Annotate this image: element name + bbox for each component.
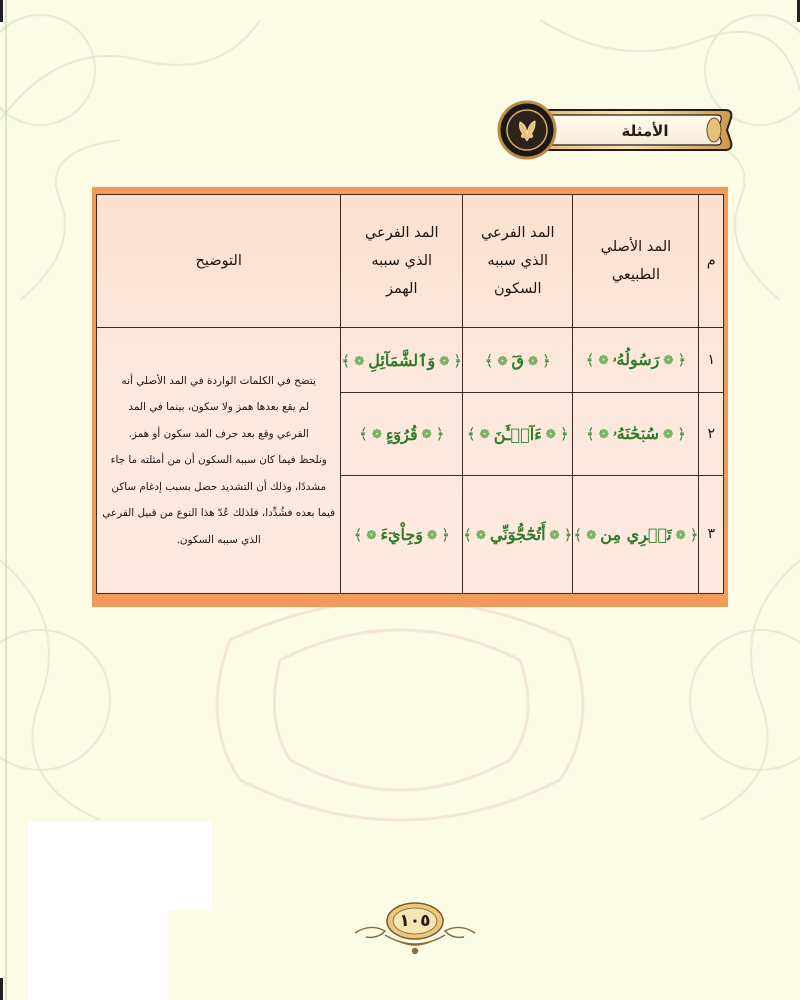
ornate-bracket-icon: ﴿ — [689, 525, 699, 544]
ornate-bracket-icon: ﴾ — [585, 425, 595, 444]
flower-icon: ❁ — [598, 427, 609, 442]
flower-icon: ❁ — [675, 527, 686, 542]
flower-icon: ❁ — [479, 427, 490, 442]
blank-area — [28, 908, 168, 1000]
example-hamz — [341, 328, 463, 393]
flower-icon: ❁ — [421, 427, 432, 442]
header-line: المد الفرعي — [364, 225, 439, 242]
ornate-bracket-icon: ﴾ — [585, 351, 595, 370]
ornate-bracket-icon: ﴿ — [677, 351, 687, 370]
ornate-bracket-icon: ﴾ — [359, 425, 368, 444]
section-title: الأمثلة — [621, 122, 669, 140]
quran-word — [586, 350, 687, 370]
header-line: المد الأصلي — [600, 239, 672, 256]
ornate-bracket-icon: ﴾ — [573, 525, 583, 544]
explanation-line: الفرعي وقع بعد حرف المد سكون أو همز. — [128, 427, 309, 440]
header-line: الهمز — [385, 281, 418, 298]
word-text: ءَآلۡـَٰٔنَ — [493, 424, 542, 444]
word-text: قٓ — [511, 351, 524, 371]
explanation-line: يتضح في الكلمات الواردة في المد الأصلي أنه — [121, 374, 316, 387]
flower-icon: ❁ — [549, 527, 560, 542]
crop-mark — [0, 0, 3, 22]
table-header-row — [97, 195, 724, 328]
example-hamz — [341, 393, 463, 475]
ornate-bracket-icon: ﴾ — [463, 525, 472, 544]
header-explanation: التوضيح — [97, 195, 341, 328]
quran-word — [573, 525, 698, 544]
word-text: قُرُوٓءٍ — [385, 424, 418, 444]
ornate-bracket-icon: ﴿ — [542, 351, 551, 370]
word-text: سُبۡحَٰنَهُۥ — [612, 424, 660, 444]
word-text: تَجۡرِي مِن — [600, 525, 672, 545]
quran-word — [341, 351, 462, 370]
flower-icon: ❁ — [586, 527, 597, 542]
ornate-bracket-icon: ﴾ — [484, 351, 494, 370]
header-branch-sukoon — [463, 195, 573, 328]
explanation-line: ونلحظ فيما كان سببه السكون أن من أمثلته ما جاء — [110, 454, 327, 467]
quran-word — [359, 425, 444, 444]
ornate-bracket-icon: ﴿ — [563, 525, 573, 544]
header-branch-hamz — [341, 195, 463, 328]
explanation-line: فيما بعده فشُدِّدا، فلذلك عُدّ هذا النوع من قبيل الفرعي — [102, 507, 336, 520]
quran-word — [586, 424, 686, 444]
ornate-bracket-icon: ﴿ — [435, 425, 445, 444]
flower-icon: ❁ — [475, 527, 486, 542]
word-text: أَتُحَٰٓجُّوٓنِّي — [489, 525, 546, 545]
explanation-line: لم يقع بعدها همز ولا سكون، بينما في المد — [128, 401, 310, 414]
flower-icon: ❁ — [354, 353, 365, 368]
row-number: ٢ — [699, 393, 724, 475]
example-hamz — [341, 475, 463, 593]
quran-word — [485, 351, 551, 370]
header-line: الطبيعي — [611, 267, 661, 284]
example-original — [573, 393, 699, 475]
flower-icon: ❁ — [598, 353, 609, 368]
example-original — [573, 328, 699, 393]
ornate-bracket-icon: ﴿ — [677, 425, 686, 444]
header-line: السكون — [493, 281, 542, 298]
quran-word — [467, 425, 569, 444]
example-sukoon — [463, 475, 573, 593]
quran-word — [354, 525, 450, 544]
flower-icon: ❁ — [427, 527, 438, 542]
explanation-cell — [97, 328, 341, 594]
header-line: الذي سببه — [487, 253, 549, 270]
example-sukoon — [463, 393, 573, 475]
header-line: الذي سببه — [371, 253, 433, 270]
ornate-bracket-icon: ﴿ — [559, 425, 569, 444]
word-text: وَٱلشَّمَآئِلِ — [368, 351, 436, 371]
flower-icon: ❁ — [527, 353, 539, 368]
header-original-madd — [573, 195, 699, 328]
explanation-line: مشددًا، وذلك أن التشديد حصل بسبب إدغام ساكن — [111, 480, 327, 493]
flower-icon: ❁ — [366, 527, 377, 542]
examples-table — [96, 194, 724, 594]
flower-icon: ❁ — [439, 353, 450, 368]
flower-icon: ❁ — [663, 427, 674, 442]
word-text: رَسُولُهُۥ — [612, 350, 660, 370]
crop-mark — [0, 978, 3, 1000]
blank-area — [28, 822, 212, 910]
ornate-bracket-icon: ﴾ — [341, 351, 351, 370]
example-original — [573, 475, 699, 593]
flower-icon: ❁ — [371, 427, 382, 442]
page-number: ١٠٥ — [399, 911, 431, 931]
explanation-line: الذي سببه السكون. — [176, 533, 261, 546]
table-row — [97, 328, 724, 393]
ornate-bracket-icon: ﴾ — [353, 525, 363, 544]
flower-icon: ❁ — [497, 353, 508, 368]
header-number: م — [699, 195, 724, 328]
example-sukoon — [463, 328, 573, 393]
header-line: المد الفرعي — [480, 225, 555, 242]
leaf-icon — [512, 115, 542, 145]
row-number: ٣ — [699, 475, 724, 593]
row-number: ١ — [699, 328, 724, 393]
quran-word — [463, 525, 572, 544]
flower-icon: ❁ — [545, 427, 556, 442]
ornate-bracket-icon: ﴿ — [441, 525, 450, 544]
flower-icon: ❁ — [663, 353, 674, 368]
examples-table-frame — [92, 187, 728, 607]
ornate-bracket-icon: ﴾ — [466, 425, 476, 444]
word-text: وَجِاْيٓءَ — [380, 525, 424, 545]
ornate-bracket-icon: ﴿ — [453, 351, 463, 370]
